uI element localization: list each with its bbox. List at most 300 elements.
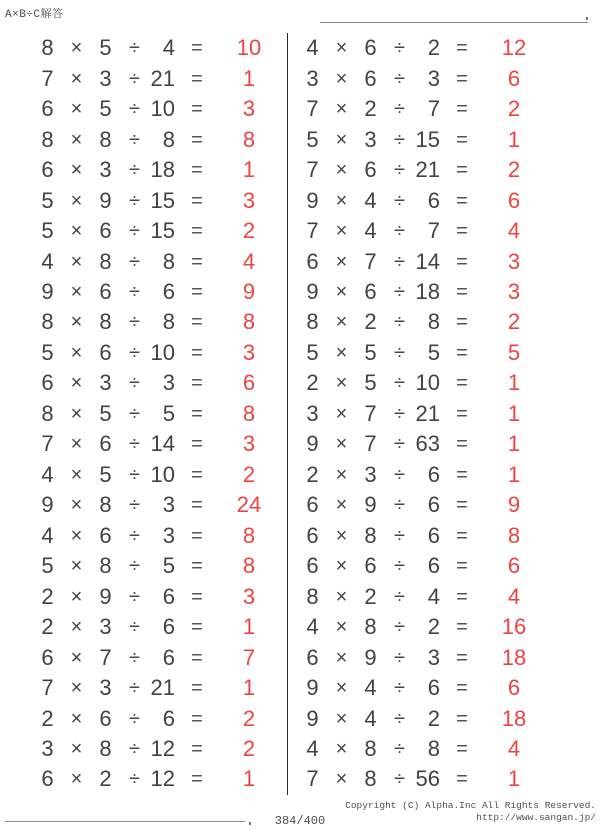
factor-a: 9 <box>41 492 54 518</box>
equals-sign: = <box>191 280 203 303</box>
equals-sign: = <box>191 67 203 90</box>
equation-row <box>33 185 287 215</box>
factor-a: 6 <box>306 492 319 518</box>
factor-b: 8 <box>99 248 112 274</box>
factor-a: 9 <box>306 675 319 701</box>
factor-a: 8 <box>306 583 319 609</box>
answer: 2 <box>242 736 256 762</box>
factor-b: 8 <box>99 126 112 152</box>
multiply-sign: × <box>70 372 83 395</box>
factor-b: 6 <box>364 157 377 183</box>
divisor-c: 10 <box>150 339 175 365</box>
equation-row <box>33 399 287 429</box>
factor-a: 2 <box>306 370 319 396</box>
answer: 8 <box>242 522 256 548</box>
factor-b: 9 <box>364 492 377 518</box>
answer: 2 <box>242 218 256 244</box>
equals-sign: = <box>456 524 468 547</box>
equals-sign: = <box>456 37 468 60</box>
answer: 2 <box>507 309 521 335</box>
equals-sign: = <box>191 98 203 121</box>
multiply-sign: × <box>335 555 348 578</box>
multiply-sign: × <box>70 189 83 212</box>
divisor-c: 3 <box>162 522 175 548</box>
multiply-sign: × <box>70 402 83 425</box>
multiply-sign: × <box>70 677 83 700</box>
answer: 8 <box>242 126 256 152</box>
divisor-c: 21 <box>415 400 440 426</box>
equals-sign: = <box>456 220 468 243</box>
factor-b: 9 <box>99 583 112 609</box>
equals-sign: = <box>191 616 203 639</box>
factor-a: 7 <box>41 431 54 457</box>
answer: 3 <box>242 187 256 213</box>
factor-b: 3 <box>99 65 112 91</box>
equation-row <box>298 185 600 215</box>
equation-row <box>33 307 287 337</box>
equals-sign: = <box>191 189 203 212</box>
factor-a: 8 <box>41 309 54 335</box>
factor-b: 5 <box>99 35 112 61</box>
factor-a: 5 <box>41 339 54 365</box>
divide-sign: ÷ <box>129 585 140 608</box>
equals-sign: = <box>456 768 468 791</box>
equation-row <box>33 551 287 581</box>
equals-sign: = <box>456 98 468 121</box>
multiply-sign: × <box>70 585 83 608</box>
factor-a: 4 <box>41 248 54 274</box>
name-rule-line-dot <box>586 17 588 20</box>
divisor-c: 6 <box>162 583 175 609</box>
multiply-sign: × <box>335 220 348 243</box>
answer: 4 <box>507 736 521 762</box>
equals-sign: = <box>191 646 203 669</box>
divide-sign: ÷ <box>394 768 405 791</box>
equation-row <box>298 764 600 794</box>
divide-sign: ÷ <box>129 646 140 669</box>
factor-a: 3 <box>306 400 319 426</box>
divide-sign: ÷ <box>129 37 140 60</box>
divisor-c: 6 <box>427 187 440 213</box>
page-title: A×B÷C解答 <box>5 9 64 21</box>
divisor-c: 15 <box>150 218 175 244</box>
equation-row <box>33 490 287 520</box>
answer: 1 <box>507 126 521 152</box>
factor-a: 7 <box>306 766 319 792</box>
divisor-c: 8 <box>162 126 175 152</box>
divisor-c: 6 <box>427 492 440 518</box>
answer: 8 <box>242 553 256 579</box>
answer: 3 <box>242 431 256 457</box>
answer: 10 <box>236 35 262 61</box>
factor-b: 2 <box>99 766 112 792</box>
divisor-c: 21 <box>150 675 175 701</box>
equation-row <box>33 155 287 185</box>
divisor-c: 10 <box>150 461 175 487</box>
multiply-sign: × <box>70 250 83 273</box>
divide-sign: ÷ <box>394 585 405 608</box>
answer: 8 <box>507 522 521 548</box>
answer: 8 <box>242 309 256 335</box>
divisor-c: 18 <box>150 157 175 183</box>
factor-b: 8 <box>99 553 112 579</box>
answer: 1 <box>242 614 256 640</box>
equals-sign: = <box>456 402 468 425</box>
divide-sign: ÷ <box>129 220 140 243</box>
multiply-sign: × <box>70 738 83 761</box>
answer: 9 <box>242 278 256 304</box>
divide-sign: ÷ <box>394 494 405 517</box>
answer: 4 <box>242 248 256 274</box>
equation-row <box>298 490 600 520</box>
equation-area <box>0 33 600 795</box>
equals-sign: = <box>191 37 203 60</box>
answer: 1 <box>507 431 521 457</box>
factor-a: 5 <box>306 339 319 365</box>
equation-row <box>33 216 287 246</box>
divide-sign: ÷ <box>394 646 405 669</box>
factor-a: 4 <box>306 736 319 762</box>
multiply-sign: × <box>335 37 348 60</box>
answer: 1 <box>507 461 521 487</box>
factor-a: 6 <box>41 644 54 670</box>
factor-b: 3 <box>364 461 377 487</box>
factor-a: 2 <box>41 583 54 609</box>
factor-b: 6 <box>99 522 112 548</box>
factor-a: 2 <box>41 705 54 731</box>
divisor-c: 2 <box>427 35 440 61</box>
factor-b: 6 <box>99 278 112 304</box>
equation-row <box>298 551 600 581</box>
answer: 3 <box>507 248 521 274</box>
equation-row <box>33 581 287 611</box>
divisor-c: 6 <box>162 705 175 731</box>
factor-b: 4 <box>364 675 377 701</box>
factor-a: 6 <box>41 157 54 183</box>
multiply-sign: × <box>335 738 348 761</box>
divide-sign: ÷ <box>394 280 405 303</box>
factor-a: 5 <box>306 126 319 152</box>
divisor-c: 5 <box>427 339 440 365</box>
equals-sign: = <box>456 250 468 273</box>
multiply-sign: × <box>70 98 83 121</box>
answer: 3 <box>242 583 256 609</box>
equation-row <box>298 399 600 429</box>
equals-sign: = <box>191 250 203 273</box>
factor-b: 6 <box>99 431 112 457</box>
divide-sign: ÷ <box>129 311 140 334</box>
multiply-sign: × <box>70 707 83 730</box>
factor-b: 8 <box>99 736 112 762</box>
divisor-c: 6 <box>162 614 175 640</box>
divide-sign: ÷ <box>129 524 140 547</box>
equals-sign: = <box>456 463 468 486</box>
multiply-sign: × <box>335 616 348 639</box>
multiply-sign: × <box>70 463 83 486</box>
divide-sign: ÷ <box>129 402 140 425</box>
multiply-sign: × <box>335 341 348 364</box>
copyright-text: Copyright (C) Alpha.Inc All Rights Reserved. <box>345 800 596 811</box>
multiply-sign: × <box>335 585 348 608</box>
multiply-sign: × <box>70 616 83 639</box>
factor-b: 3 <box>99 370 112 396</box>
equation-row <box>33 277 287 307</box>
factor-b: 5 <box>99 96 112 122</box>
divisor-c: 5 <box>162 553 175 579</box>
factor-b: 6 <box>364 65 377 91</box>
multiply-sign: × <box>335 646 348 669</box>
factor-a: 8 <box>306 309 319 335</box>
divide-sign: ÷ <box>129 707 140 730</box>
divide-sign: ÷ <box>394 372 405 395</box>
multiply-sign: × <box>335 98 348 121</box>
divisor-c: 3 <box>427 65 440 91</box>
equation-row <box>33 764 287 794</box>
equals-sign: = <box>456 67 468 90</box>
equals-sign: = <box>191 128 203 151</box>
factor-a: 6 <box>306 553 319 579</box>
multiply-sign: × <box>335 433 348 456</box>
equation-row <box>33 734 287 764</box>
multiply-sign: × <box>335 250 348 273</box>
equation-row <box>298 673 600 703</box>
answer: 1 <box>507 370 521 396</box>
factor-b: 4 <box>364 705 377 731</box>
multiply-sign: × <box>335 128 348 151</box>
equals-sign: = <box>456 555 468 578</box>
equals-sign: = <box>456 677 468 700</box>
factor-a: 9 <box>306 278 319 304</box>
answer: 1 <box>507 400 521 426</box>
page-number: 384/400 <box>274 814 326 828</box>
equation-row <box>33 460 287 490</box>
equals-sign: = <box>456 128 468 151</box>
equation-row <box>33 368 287 398</box>
divisor-c: 2 <box>427 705 440 731</box>
factor-a: 6 <box>306 248 319 274</box>
equals-sign: = <box>456 159 468 182</box>
multiply-sign: × <box>70 220 83 243</box>
equation-row <box>298 460 600 490</box>
divide-sign: ÷ <box>394 402 405 425</box>
factor-b: 4 <box>364 218 377 244</box>
factor-a: 2 <box>306 461 319 487</box>
divisor-c: 3 <box>162 492 175 518</box>
multiply-sign: × <box>335 372 348 395</box>
divide-sign: ÷ <box>129 372 140 395</box>
divide-sign: ÷ <box>394 616 405 639</box>
copyright-url: http://www.sangan.jp/ <box>476 812 596 823</box>
divisor-c: 3 <box>427 644 440 670</box>
factor-b: 7 <box>364 431 377 457</box>
factor-a: 6 <box>41 766 54 792</box>
equals-sign: = <box>191 402 203 425</box>
divisor-c: 63 <box>415 431 440 457</box>
factor-a: 2 <box>41 614 54 640</box>
equation-column-right <box>288 33 600 795</box>
divisor-c: 10 <box>150 96 175 122</box>
equals-sign: = <box>191 524 203 547</box>
multiply-sign: × <box>70 311 83 334</box>
factor-a: 6 <box>41 96 54 122</box>
factor-b: 8 <box>99 492 112 518</box>
factor-a: 4 <box>306 614 319 640</box>
equation-row <box>33 673 287 703</box>
factor-b: 5 <box>99 400 112 426</box>
divide-sign: ÷ <box>129 738 140 761</box>
divide-sign: ÷ <box>394 67 405 90</box>
divide-sign: ÷ <box>129 463 140 486</box>
factor-b: 3 <box>99 614 112 640</box>
multiply-sign: × <box>335 280 348 303</box>
answer: 7 <box>242 644 256 670</box>
factor-b: 9 <box>99 187 112 213</box>
equation-row <box>298 703 600 733</box>
answer: 1 <box>242 675 256 701</box>
divisor-c: 7 <box>427 218 440 244</box>
divide-sign: ÷ <box>129 433 140 456</box>
answer: 1 <box>242 65 256 91</box>
equals-sign: = <box>456 311 468 334</box>
divisor-c: 14 <box>415 248 440 274</box>
factor-b: 5 <box>364 339 377 365</box>
factor-b: 5 <box>364 370 377 396</box>
divisor-c: 6 <box>427 522 440 548</box>
equals-sign: = <box>456 738 468 761</box>
divisor-c: 8 <box>427 309 440 335</box>
equals-sign: = <box>456 372 468 395</box>
divide-sign: ÷ <box>394 98 405 121</box>
factor-a: 5 <box>41 553 54 579</box>
equals-sign: = <box>191 341 203 364</box>
equals-sign: = <box>191 738 203 761</box>
equals-sign: = <box>191 311 203 334</box>
equation-row <box>298 216 600 246</box>
factor-b: 3 <box>99 675 112 701</box>
divide-sign: ÷ <box>129 67 140 90</box>
multiply-sign: × <box>70 128 83 151</box>
equation-row <box>298 155 600 185</box>
divisor-c: 10 <box>415 370 440 396</box>
answer: 8 <box>242 400 256 426</box>
factor-a: 4 <box>41 461 54 487</box>
factor-a: 7 <box>41 675 54 701</box>
equals-sign: = <box>191 494 203 517</box>
divide-sign: ÷ <box>129 159 140 182</box>
equation-row <box>298 521 600 551</box>
divide-sign: ÷ <box>394 37 405 60</box>
equals-sign: = <box>191 159 203 182</box>
equation-row <box>33 338 287 368</box>
multiply-sign: × <box>70 768 83 791</box>
multiply-sign: × <box>70 433 83 456</box>
answer: 2 <box>242 705 256 731</box>
divide-sign: ÷ <box>129 98 140 121</box>
equation-row <box>298 124 600 154</box>
divisor-c: 5 <box>162 400 175 426</box>
multiply-sign: × <box>70 67 83 90</box>
divide-sign: ÷ <box>394 677 405 700</box>
factor-a: 7 <box>306 218 319 244</box>
multiply-sign: × <box>70 37 83 60</box>
equation-row <box>33 94 287 124</box>
divide-sign: ÷ <box>394 128 405 151</box>
divide-sign: ÷ <box>394 738 405 761</box>
equals-sign: = <box>191 220 203 243</box>
divisor-c: 15 <box>415 126 440 152</box>
equation-row <box>33 521 287 551</box>
answer: 5 <box>507 339 521 365</box>
copyright-block <box>345 800 596 824</box>
equation-row <box>33 612 287 642</box>
answer: 18 <box>501 705 527 731</box>
divide-sign: ÷ <box>394 524 405 547</box>
divide-sign: ÷ <box>394 433 405 456</box>
divide-sign: ÷ <box>129 341 140 364</box>
divide-sign: ÷ <box>394 189 405 212</box>
divisor-c: 8 <box>162 309 175 335</box>
answer: 6 <box>507 65 521 91</box>
divisor-c: 12 <box>150 766 175 792</box>
divisor-c: 6 <box>162 644 175 670</box>
divisor-c: 8 <box>427 736 440 762</box>
factor-a: 9 <box>306 187 319 213</box>
equals-sign: = <box>456 494 468 517</box>
answer: 4 <box>507 583 521 609</box>
divide-sign: ÷ <box>394 463 405 486</box>
equals-sign: = <box>456 341 468 364</box>
factor-a: 7 <box>41 65 54 91</box>
factor-b: 6 <box>99 218 112 244</box>
equation-row <box>33 33 287 63</box>
equals-sign: = <box>191 463 203 486</box>
answer: 4 <box>507 218 521 244</box>
divisor-c: 4 <box>427 583 440 609</box>
equation-row <box>298 33 600 63</box>
multiply-sign: × <box>335 494 348 517</box>
divide-sign: ÷ <box>129 280 140 303</box>
multiply-sign: × <box>335 524 348 547</box>
answer: 16 <box>501 614 527 640</box>
divide-sign: ÷ <box>394 341 405 364</box>
equals-sign: = <box>456 433 468 456</box>
equation-row <box>298 338 600 368</box>
factor-a: 6 <box>306 522 319 548</box>
answer: 2 <box>507 157 521 183</box>
multiply-sign: × <box>70 280 83 303</box>
multiply-sign: × <box>335 677 348 700</box>
factor-b: 5 <box>99 461 112 487</box>
multiply-sign: × <box>70 159 83 182</box>
answer: 9 <box>507 492 521 518</box>
equals-sign: = <box>456 707 468 730</box>
factor-b: 2 <box>364 583 377 609</box>
equation-row <box>33 429 287 459</box>
divide-sign: ÷ <box>129 768 140 791</box>
divisor-c: 6 <box>427 553 440 579</box>
divide-sign: ÷ <box>129 616 140 639</box>
factor-b: 2 <box>364 96 377 122</box>
factor-b: 8 <box>364 522 377 548</box>
factor-a: 9 <box>41 278 54 304</box>
divide-sign: ÷ <box>129 189 140 212</box>
divide-sign: ÷ <box>129 494 140 517</box>
divide-sign: ÷ <box>129 677 140 700</box>
divisor-c: 21 <box>415 157 440 183</box>
multiply-sign: × <box>70 341 83 364</box>
divide-sign: ÷ <box>129 250 140 273</box>
factor-b: 6 <box>99 339 112 365</box>
